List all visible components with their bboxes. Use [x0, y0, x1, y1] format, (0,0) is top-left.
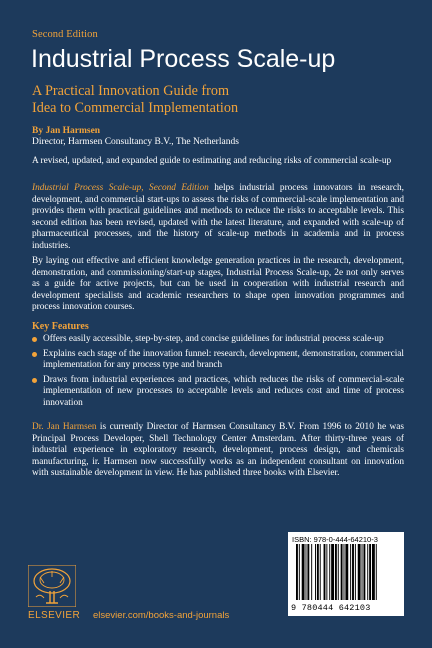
subtitle-line-1: A Practical Innovation Guide from: [32, 83, 229, 99]
description-paragraph-2: By laying out effective and efficient knowledge generation practices in the research, development, demonstration, and commissioning/start-up stages, Industrial Process Scale-up, 2e not only serves as a guide for active projects, but can be used in cooperation with industrial research and development specialists and academic researchers to shape open innovation programmes and process innovation courses.: [32, 256, 404, 313]
bio-body: is currently Director of Harmsen Consultancy B.V. From 1996 to 2010 he was Principal Process Developer, Shell Technology Center Amsterdam. After thirty-three years of industrial experience in exploratory research, development, process design, and chemicals manufacturing, ir. Harmsen now successfully works as an independent consultant on innovation with sustainable development in view. He has published three books with Elsevier.: [32, 422, 404, 479]
isbn-label: ISBN: 978-0-444-64210-3: [292, 535, 378, 544]
bio-author-name: Dr. Jan Harmsen: [32, 422, 97, 432]
list-item: Explains each stage of the innovation funnel: research, development, demonstration, commercial implementation for any process type and branch: [32, 349, 404, 372]
lead-text: A revised, updated, and expanded guide to estimating and reducing risks of commercial scale-up: [32, 156, 392, 166]
author-name: By Jan Harmsen: [32, 126, 101, 136]
author-affiliation: Director, Harmsen Consultancy B.V., The Netherlands: [32, 137, 239, 147]
key-features-heading: Key Features: [32, 321, 89, 332]
key-features-list: [32, 334, 404, 413]
barcode-panel: [288, 532, 404, 616]
list-item: Draws from industrial experiences and practices, which reduces the risks of commercial-scale implementation of new processes to acceptable levels and reduces cost and time of process innovation: [32, 375, 404, 410]
subtitle-line-2: Idea to Commercial Implementation: [32, 100, 239, 116]
barcode-digits: 9 780444 642103: [291, 603, 371, 613]
description-paragraph-1: [32, 183, 404, 253]
publisher-name: ELSEVIER: [28, 610, 81, 621]
description-highlight: Industrial Process Scale-up, Second Edition: [32, 183, 209, 193]
list-item: Offers easily accessible, step-by-step, and concise guidelines for industrial process scale-up: [32, 334, 404, 346]
author-bio: [32, 422, 404, 480]
book-subtitle: [32, 83, 332, 117]
book-title: Industrial Process Scale-up: [31, 45, 336, 73]
elsevier-tree-icon: [28, 565, 76, 607]
edition-label: Second Edition: [32, 29, 98, 40]
barcode-icon: [294, 544, 398, 602]
bullet-icon: [32, 337, 37, 342]
description-body: helps industrial process innovators in research, development, and commercial start-ups to assess the risks of commercial-scale implementation and provides them with practical guidelines and methods to reduce the risks to acceptable levels. This second edition has been revised, updated with the latest literature, and expanded with scale-up of pharmaceutical processes, and the history of scale-up methods in academia and in process industries.: [32, 183, 404, 251]
bullet-icon: [32, 378, 37, 383]
publisher-url[interactable]: elsevier.com/books-and-journals: [93, 610, 230, 621]
bullet-icon: [32, 352, 37, 357]
